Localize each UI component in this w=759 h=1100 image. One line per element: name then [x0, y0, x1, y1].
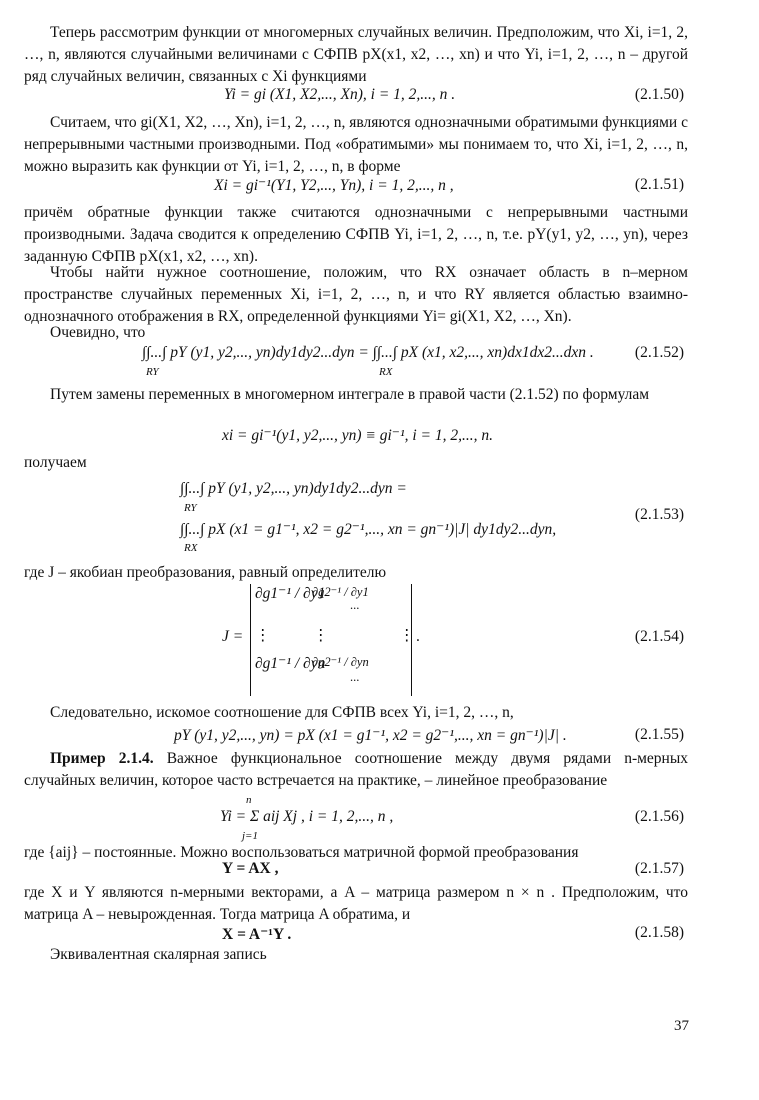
- limit-rx: RX: [379, 366, 393, 378]
- paragraph-intro: Теперь рассмотрим функции от многомерных случайных величин. Предположим, что Xi, i=1, 2, …, n, являются случайными величинами с СФПВ pX(x1, x2, …, xn) и что Yi, i=1, 2, …, n – другой ряд случайных величин, связанных с Xi функциями: [24, 24, 688, 85]
- paragraph-example: Пример 2.1.4. Важное функциональное соотношение между двумя рядами n-мерных случайных величин, которое часто встречается на практике, – линейное преобразование: [24, 750, 689, 789]
- equation-number: (2.1.56): [634, 808, 684, 825]
- equation-number: (2.1.51): [634, 176, 684, 193]
- paragraph-invertible: Считаем, что gi(X1, X2, …, Xn), i=1, 2, …, n, являются однозначными обратимыми функциями с непрерывными частными производными. Под «обратимыми» мы понимаем то, что Xi, i=1, 2, …, n, можно выразить как функции от Yi, i=1, 2, …, n, в форме: [24, 114, 688, 175]
- paragraph-matrix-form: где {aij} – постоянные. Можно воспользоваться матричной формой преобразования: [24, 844, 579, 861]
- equation-2-1-51: Xi = gi⁻¹(Y1, Y2,..., Yn), i = 1, 2,..., n , (2.1.51): [214, 176, 684, 194]
- example-label: Пример 2.1.4.: [50, 750, 154, 767]
- limit-ry: RY: [146, 366, 159, 378]
- paragraph-obvious: Очевидно, что: [50, 324, 146, 341]
- jacobian-grid: ∂g2⁻¹ / ∂y1 ... ∂g2⁻¹ / ∂yn ...: [312, 585, 369, 684]
- page-number: 37: [674, 1018, 689, 1034]
- equation-number: (2.1.55): [634, 726, 684, 743]
- equation-2-1-57: Y = AX , (2.1.57): [222, 860, 684, 877]
- equation-2-1-58: X = A⁻¹Y . (2.1.58): [222, 924, 684, 943]
- paragraph-jacobian: где J – якобиан преобразования, равный определителю: [24, 564, 387, 581]
- paragraph-regions: Чтобы найти нужное соотношение, положим, что RX означает область в n–мерном пространстве случайных переменных Xi, i=1, 2, …, n, и что RY является областью взаимно-однозначного отображения в RX, определенной функциями Yi= gi(X1, X2, …, Xn).: [24, 264, 688, 325]
- jacobian-determinant: ∂g1⁻¹ / ∂y1 ⋮ ⋮ ⋮ ∂g1⁻¹ / ∂yn: [250, 584, 412, 696]
- equation-number: (2.1.50): [634, 86, 684, 103]
- paragraph-result: Следовательно, искомое соотношение для СФПВ всех Yi, i=1, 2, …, n,: [50, 704, 514, 721]
- paragraph-substitution: Путем замены переменных в многомерном интеграле в правой части (2.1.52) по формулам: [50, 386, 650, 403]
- equation-number: (2.1.53): [634, 506, 684, 523]
- paragraph-scalar: Эквивалентная скалярная запись: [50, 946, 267, 963]
- equation-number: (2.1.58): [634, 924, 684, 941]
- equation-2-1-55: pY (y1, y2,..., yn) = pX (x1 = g1⁻¹, x2 = g2⁻¹,..., xn = gn⁻¹)|J| . (2.1.55): [174, 726, 684, 744]
- paragraph-vectors: где X и Y являются n-мерными векторами, а A – матрица размером n × n . Предположим, что матрица A – невырожденная. Тогда матрица A обратима, и: [24, 884, 688, 923]
- equation-number: (2.1.57): [634, 860, 684, 877]
- equation-2-1-54: J = ∂g1⁻¹ / ∂y1 ⋮ ⋮ ⋮ ∂g1⁻¹ / ∂yn ∂g2⁻¹ / ∂y1 ... ∂g2⁻¹ / ∂yn ... . (2.1.54): [24, 584, 688, 696]
- equation-number: (2.1.54): [634, 628, 684, 645]
- equation-2-1-56: n Yi = Σ aij Xj , i = 1, 2,..., n , j=1 (2.1.56): [220, 794, 684, 842]
- equation-2-1-52: ∫∫...∫ pY (y1, y2,..., yn)dy1dy2...dyn = ∫∫...∫ pX (x1, x2,..., xn)dx1dx2...dxn . RY RX (2.1.52): [142, 344, 684, 378]
- paragraph-obtain: получаем: [24, 454, 87, 471]
- equation-substitution: xi = gi⁻¹(y1, y2,..., yn) ≡ gi⁻¹, i = 1, 2,..., n.: [222, 427, 493, 444]
- equation-2-1-50: Yi = gi (X1, X2,..., Xn), i = 1, 2,..., n . (2.1.50): [224, 86, 684, 103]
- jacobian-label: J =: [222, 628, 244, 645]
- equation-number: (2.1.52): [634, 344, 684, 361]
- paragraph-inverse: причём обратные функции также считаются однозначными с непрерывными частными производными. Задача сводится к определению СФПВ Yi, i=1, 2, …, n, т.е. pY(y1, y2, …, yn), через заданную СФПВ pX(x1, x2, …, xn).: [24, 204, 688, 265]
- equation-2-1-53: ∫∫...∫ pY (y1, y2,..., yn)dy1dy2...dyn = RY ∫∫...∫ pX (x1 = g1⁻¹, x2 = g2⁻¹,..., xn = gn⁻¹)|J| dy1dy2...dyn, RX (2.1.53): [180, 480, 684, 554]
